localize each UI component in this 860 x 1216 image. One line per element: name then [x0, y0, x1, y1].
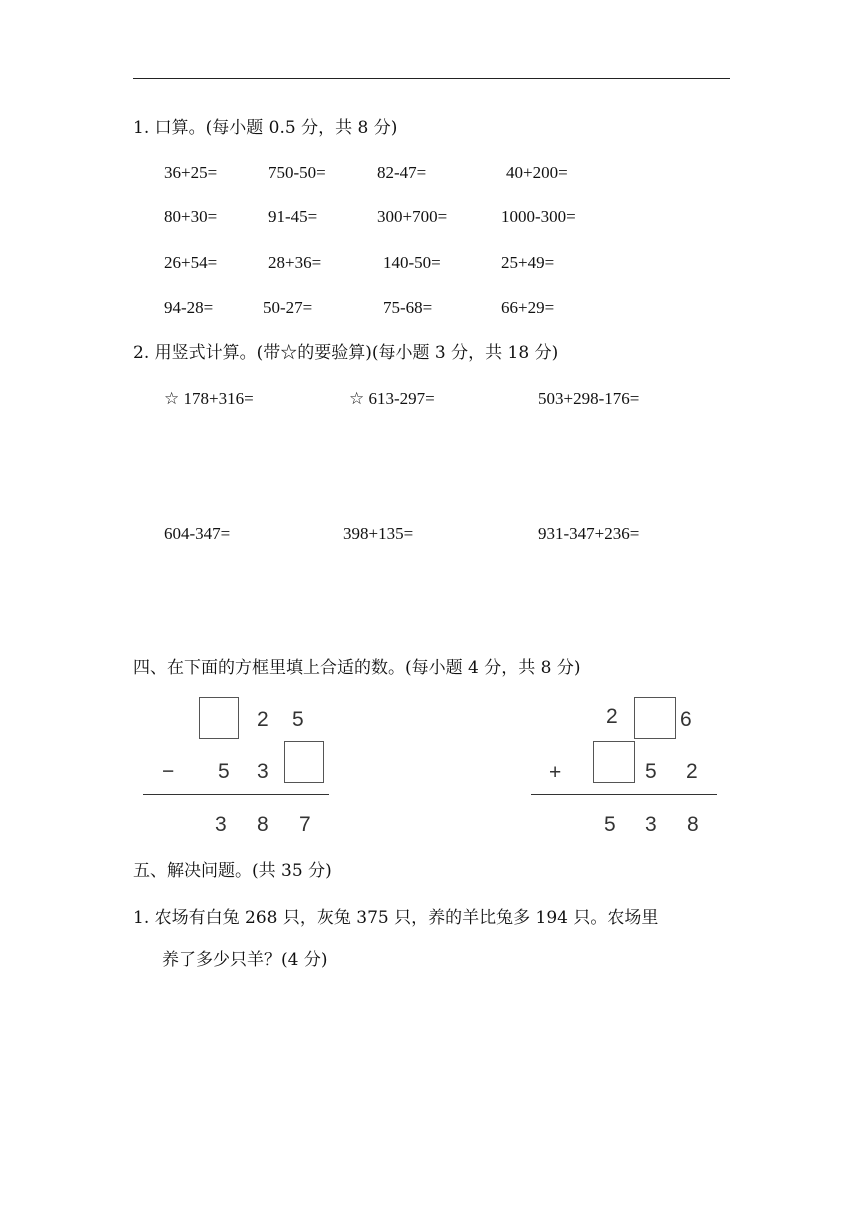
q2-item: ☆ 178+316=	[164, 389, 254, 408]
answer-box[interactable]	[284, 741, 324, 783]
digit: 3	[215, 813, 227, 836]
q1-item: 300+700=	[377, 207, 448, 226]
q1-item: 94-28=	[164, 298, 214, 317]
q1-item: 140-50=	[383, 253, 441, 272]
q1-title: 1. 口算。(每小题 0.5 分，共 8 分)	[133, 118, 398, 138]
calc-line	[531, 794, 717, 795]
q1-item: 80+30=	[164, 207, 218, 226]
digit: 5	[645, 760, 657, 783]
q2-item: 398+135=	[343, 524, 414, 543]
q1-item: 91-45=	[268, 207, 318, 226]
q1-item: 1000-300=	[501, 207, 576, 226]
q1-item: 40+200=	[506, 163, 568, 182]
digit: 5	[604, 813, 616, 836]
digit: 8	[687, 813, 699, 836]
q1-item: 26+54=	[164, 253, 218, 272]
calc-line	[143, 794, 329, 795]
section5-title: 五、解决问题。(共 35 分)	[133, 861, 332, 881]
digit: 2	[606, 705, 618, 728]
q2-item: ☆ 613-297=	[349, 389, 435, 408]
q2-item: 503+298-176=	[538, 389, 640, 408]
digit: 7	[299, 813, 311, 836]
digit: 3	[257, 760, 269, 783]
digit: 2	[686, 760, 698, 783]
q2-item: 931-347+236=	[538, 524, 640, 543]
q1-item: 50-27=	[263, 298, 313, 317]
digit: 5	[218, 760, 230, 783]
digit: 8	[257, 813, 269, 836]
digit: 3	[645, 813, 657, 836]
answer-box[interactable]	[593, 741, 635, 783]
q1-item: 82-47=	[377, 163, 427, 182]
answer-box[interactable]	[199, 697, 239, 739]
digit: 5	[292, 708, 304, 731]
q1-item: 75-68=	[383, 298, 433, 317]
section4-title: 四、在下面的方框里填上合适的数。(每小题 4 分，共 8 分)	[133, 658, 581, 678]
q1-item: 750-50=	[268, 163, 326, 182]
header-rule	[133, 78, 730, 79]
q2-item: 604-347=	[164, 524, 231, 543]
problem-1-line2: 养了多少只羊？(4 分)	[162, 950, 328, 970]
answer-box[interactable]	[634, 697, 676, 739]
q1-item: 36+25=	[164, 163, 218, 182]
digit: 6	[680, 708, 692, 731]
plus-sign: +	[549, 761, 562, 784]
problem-1-line1: 1. 农场有白兔 268 只，灰兔 375 只，养的羊比兔多 194 只。农场里	[133, 908, 659, 928]
q1-item: 25+49=	[501, 253, 555, 272]
minus-sign: −	[162, 760, 175, 783]
digit: 2	[257, 708, 269, 731]
q1-item: 28+36=	[268, 253, 322, 272]
q2-title: 2. 用竖式计算。(带☆的要验算)(每小题 3 分，共 18 分)	[133, 343, 559, 363]
q1-item: 66+29=	[501, 298, 555, 317]
